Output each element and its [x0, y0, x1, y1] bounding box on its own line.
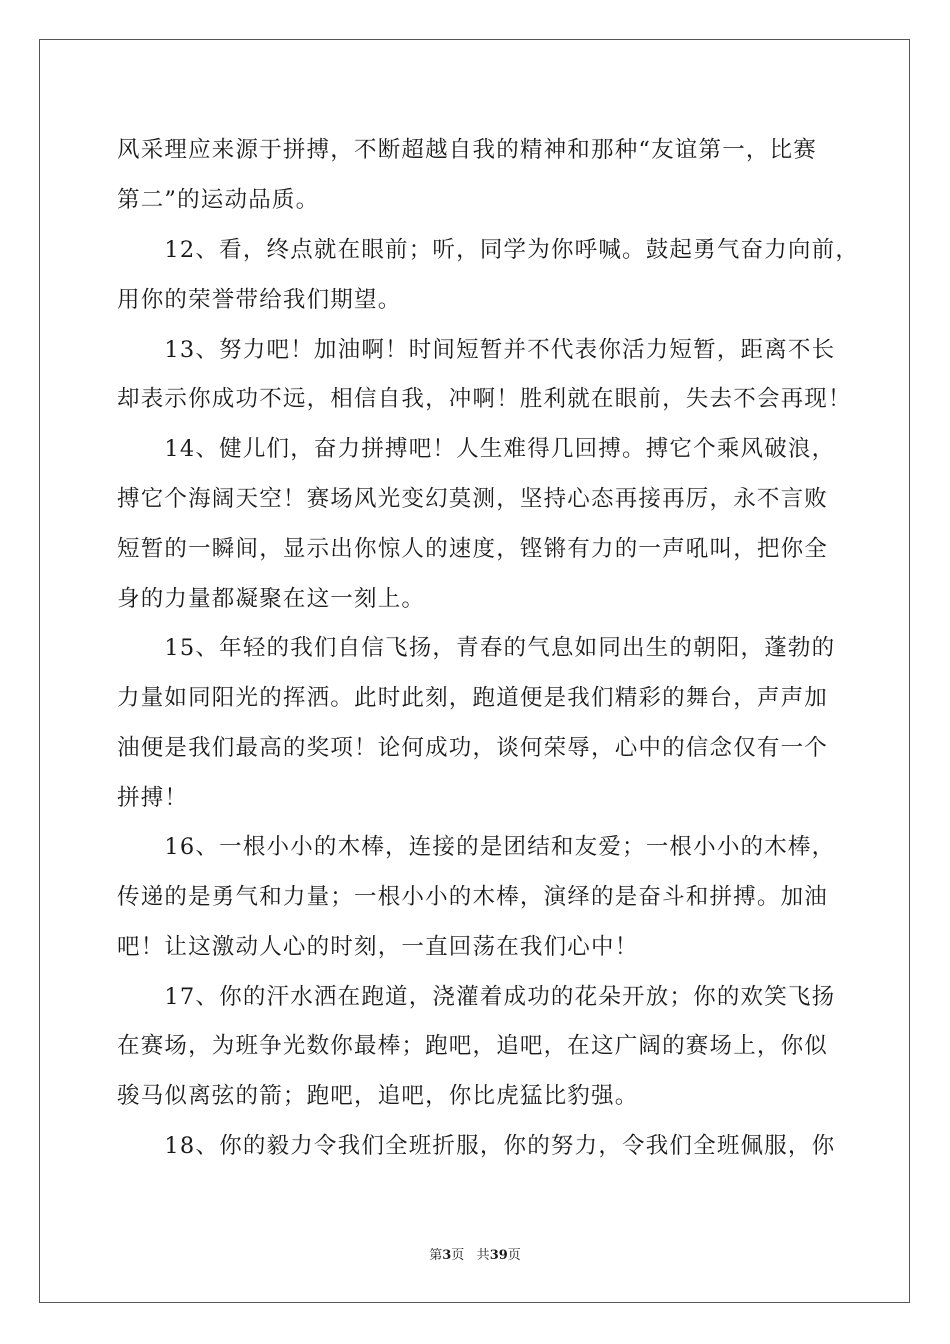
- total-pages: 39: [489, 1248, 508, 1263]
- page-footer: [0, 1248, 950, 1264]
- text-line: 第二”的运动品质。: [117, 187, 320, 213]
- text-line: 传递的是勇气和力量；一根小小的木棒，演绎的是奋斗和拼搏。加油: [117, 884, 829, 910]
- total-prefix: 共: [476, 1248, 490, 1263]
- text-line: 身的力量都凝聚在这一刻上。: [117, 586, 426, 612]
- text-line: 骏马似离弦的箭；跑吧，追吧，你比虎猛比豹强。: [117, 1083, 639, 1109]
- text-line: 拼搏！: [117, 785, 189, 811]
- page-number: 3: [442, 1248, 452, 1263]
- text-line: 却表示你成功不远，相信自我，冲啊！胜利就在眼前，失去不会再现！: [117, 386, 852, 412]
- text-line: 风采理应来源于拼搏，不断超越自我的精神和那种“友谊第一，比赛: [117, 137, 818, 163]
- text-line: 18、你的毅力令我们全班折服，你的努力，令我们全班佩服，你: [117, 1133, 836, 1159]
- page-border: [39, 39, 910, 1303]
- text-line: 吧！让这激动人心的时刻，一直回荡在我们心中！: [117, 934, 639, 960]
- text-line: 12、看，终点就在眼前；听，同学为你呼喊。鼓起勇气奋力向前，: [117, 237, 860, 263]
- text-line: 搏它个海阔天空！赛场风光变幻莫测，坚持心态再接再厉，永不言败: [117, 486, 829, 512]
- page-prefix: 第: [429, 1248, 443, 1263]
- total-suffix: 页: [507, 1248, 521, 1263]
- text-line: 14、健儿们，奋力拼搏吧！人生难得几回搏。搏它个乘风破浪，: [117, 436, 836, 462]
- text-line: 在赛场，为班争光数你最棒；跑吧，追吧，在这广阔的赛场上，你似: [117, 1033, 829, 1059]
- text-line: 15、年轻的我们自信飞扬，青春的气息如同出生的朝阳，蓬勃的: [117, 635, 836, 661]
- page-suffix: 页: [451, 1248, 465, 1263]
- text-line: 用你的荣誉带给我们期望。: [117, 287, 402, 313]
- text-line: 17、你的汗水洒在跑道，浇灌着成功的花朵开放；你的欢笑飞扬: [117, 984, 836, 1010]
- text-line: 13、努力吧！加油啊！时间短暂并不代表你活力短暂，距离不长: [117, 337, 836, 363]
- text-line: 油便是我们最高的奖项！论何成功，谈何荣辱，心中的信念仅有一个: [117, 735, 829, 761]
- text-line: 力量如同阳光的挥洒。此时此刻，跑道便是我们精彩的舞台，声声加: [117, 685, 829, 711]
- text-line: 16、一根小小的木棒，连接的是团结和友爱；一根小小的木棒，: [117, 834, 836, 860]
- text-line: 短暂的一瞬间，显示出你惊人的速度，铿锵有力的一声吼叫，把你全: [117, 536, 829, 562]
